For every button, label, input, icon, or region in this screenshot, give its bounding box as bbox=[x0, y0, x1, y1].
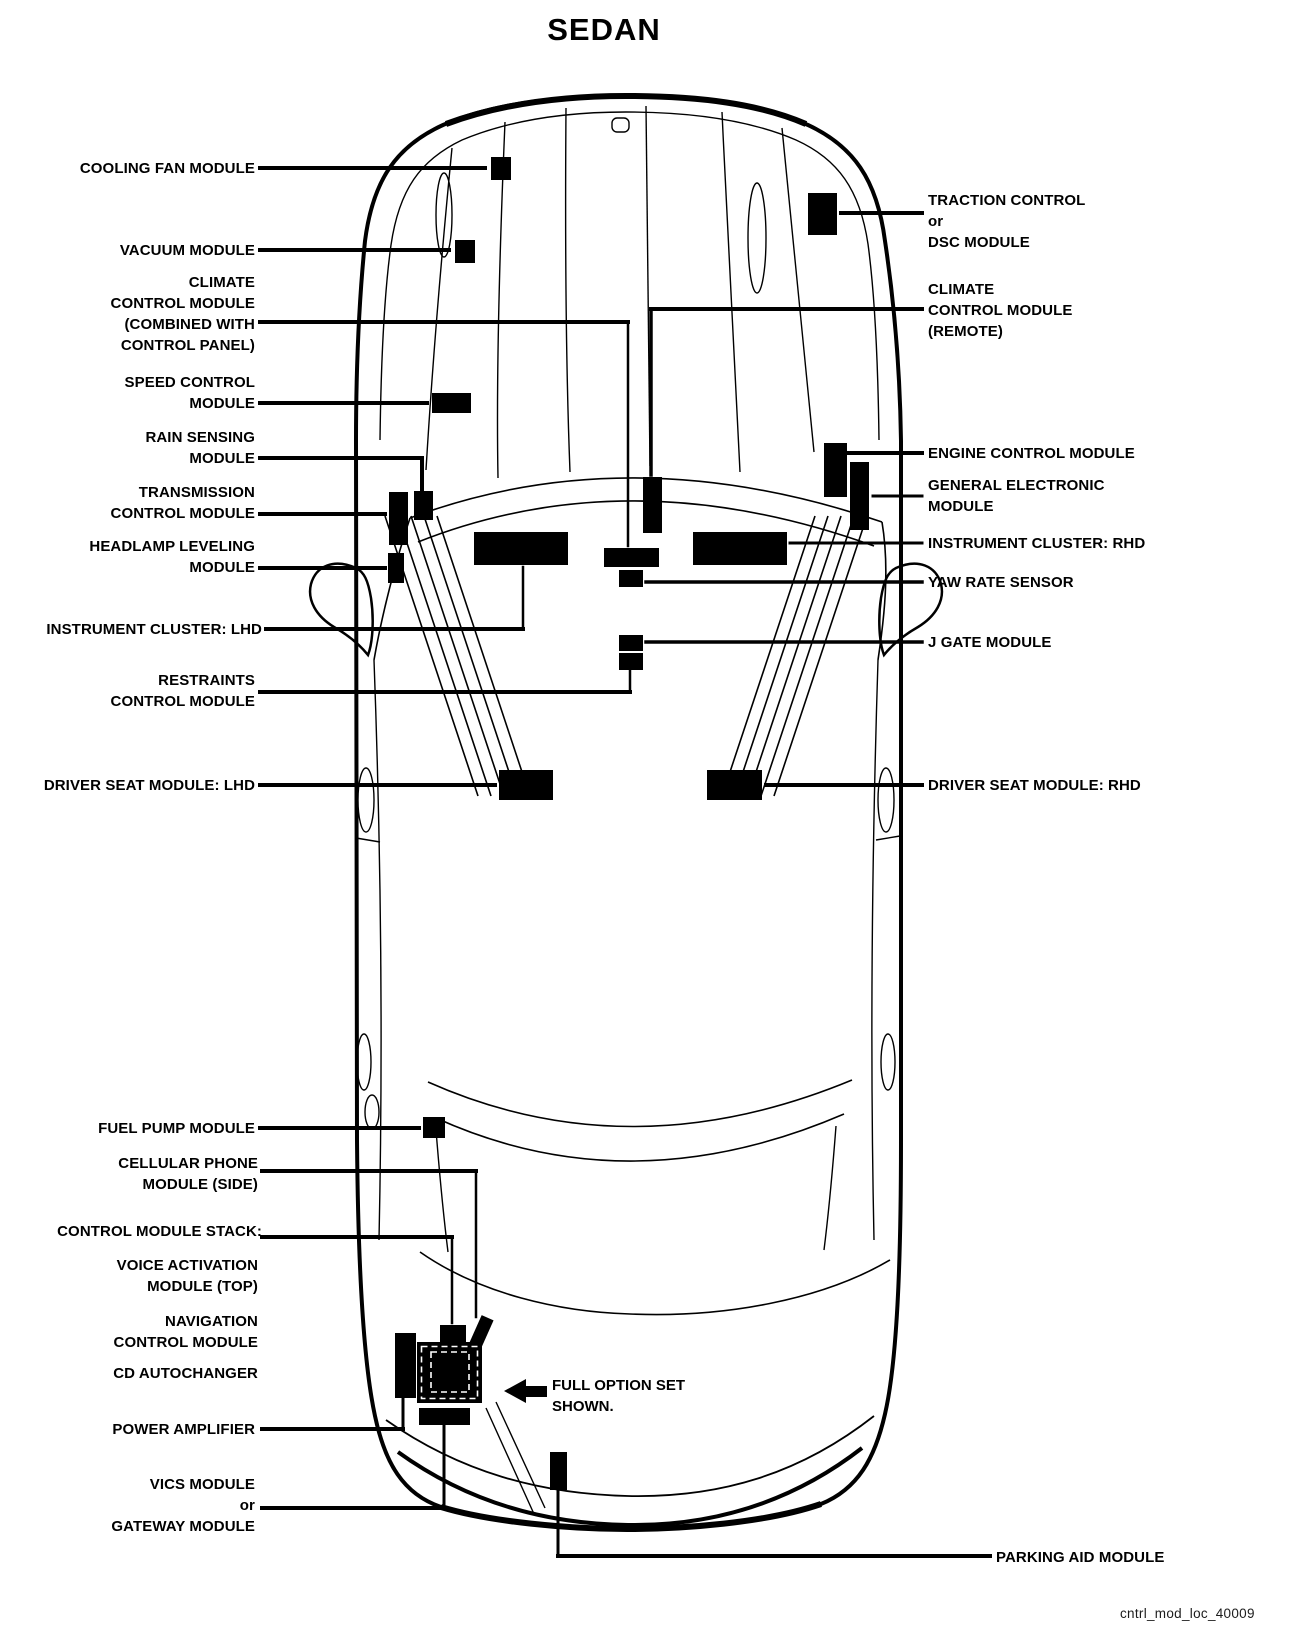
label-line: DRIVER SEAT MODULE: LHD bbox=[43, 777, 255, 794]
marker-rain-sensing bbox=[414, 491, 433, 520]
label-line: MODULE bbox=[928, 498, 994, 515]
label-cooling-fan-module bbox=[80, 158, 255, 179]
label-instrument-cluster-rhd bbox=[928, 533, 1145, 554]
label-line: INSTRUMENT CLUSTER: RHD bbox=[928, 535, 1146, 552]
label-line: RAIN SENSING bbox=[145, 429, 255, 446]
marker-vics-gateway bbox=[419, 1408, 470, 1425]
label-line: CONTROL MODULE STACK: bbox=[57, 1223, 262, 1240]
label-line: FUEL PUMP MODULE bbox=[98, 1120, 255, 1137]
label-line: GATEWAY MODULE bbox=[111, 1518, 255, 1535]
marker-instrument-cluster-rhd bbox=[693, 532, 787, 565]
label-driver-seat-module-rhd bbox=[928, 775, 1141, 796]
label-headlamp-leveling-module bbox=[89, 536, 255, 578]
label-line: CLIMATE bbox=[188, 274, 255, 291]
label-line: CONTROL MODULE bbox=[110, 505, 255, 522]
cowl-and-windshield-lines bbox=[374, 478, 886, 660]
label-fuel-pump-module bbox=[98, 1118, 255, 1139]
label-line: or bbox=[239, 1497, 255, 1514]
hood-lines bbox=[426, 106, 814, 478]
marker-transmission bbox=[389, 492, 408, 545]
label-cd-autochanger bbox=[113, 1363, 258, 1384]
label-line: MODULE (SIDE) bbox=[142, 1176, 258, 1193]
full-option-arrow-icon bbox=[504, 1379, 547, 1403]
label-line: MODULE bbox=[189, 559, 255, 576]
label-line: CLIMATE bbox=[928, 281, 995, 298]
label-line: VACUUM MODULE bbox=[119, 242, 255, 259]
label-line: CELLULAR PHONE bbox=[118, 1155, 258, 1172]
marker-climate-remote bbox=[643, 477, 662, 533]
label-line: MODULE bbox=[189, 395, 255, 412]
marker-cellular-phone bbox=[465, 1315, 493, 1357]
label-vics-gateway-module bbox=[111, 1474, 255, 1537]
label-cellular-phone-module bbox=[118, 1153, 258, 1195]
label-voice-activation-module bbox=[117, 1255, 258, 1297]
label-rain-sensing-module bbox=[145, 427, 255, 469]
label-line: RESTRAINTS bbox=[158, 672, 255, 689]
full-option-note-line2: SHOWN. bbox=[552, 1398, 614, 1415]
label-line: ENGINE CONTROL MODULE bbox=[928, 445, 1135, 462]
label-speed-control-module bbox=[125, 372, 255, 414]
label-line: MODULE (TOP) bbox=[147, 1278, 258, 1295]
marker-engine-control bbox=[824, 443, 847, 497]
label-j-gate-module bbox=[928, 632, 1052, 653]
label-line: NAVIGATION bbox=[165, 1313, 258, 1330]
label-engine-control-module bbox=[928, 443, 1135, 464]
label-traction-control-dsc bbox=[928, 190, 1085, 253]
marker-power-amplifier bbox=[395, 1333, 416, 1398]
label-line: or bbox=[928, 213, 944, 230]
label-line: CD AUTOCHANGER bbox=[113, 1365, 258, 1382]
label-line: MODULE bbox=[189, 450, 255, 467]
label-vacuum-module bbox=[120, 240, 255, 261]
label-line: J GATE MODULE bbox=[928, 634, 1052, 651]
label-navigation-control-module bbox=[114, 1311, 258, 1353]
marker-instrument-cluster-lhd bbox=[474, 532, 568, 565]
label-line: VOICE ACTIVATION bbox=[116, 1257, 258, 1274]
leader-lines bbox=[260, 168, 990, 1556]
left-mirror bbox=[310, 564, 373, 655]
label-line: CONTROL MODULE bbox=[113, 1334, 258, 1351]
label-line: HEADLAMP LEVELING bbox=[89, 538, 255, 555]
marker-j-gate-a bbox=[619, 635, 643, 651]
label-power-amplifier bbox=[112, 1419, 255, 1440]
label-climate-control-remote bbox=[928, 279, 1072, 342]
marker-fuel-pump bbox=[423, 1117, 445, 1138]
label-line: CONTROL MODULE bbox=[110, 295, 255, 312]
full-option-note bbox=[552, 1375, 685, 1417]
page-title: SEDAN bbox=[547, 12, 661, 47]
marker-general-electronic bbox=[850, 462, 869, 530]
label-line: CONTROL MODULE bbox=[110, 693, 255, 710]
label-line: (COMBINED WITH bbox=[124, 316, 255, 333]
label-line: DSC MODULE bbox=[928, 234, 1030, 251]
marker-speed-control bbox=[432, 393, 471, 413]
label-line: PARKING AID MODULE bbox=[996, 1549, 1165, 1566]
marker-j-gate-b bbox=[619, 653, 643, 670]
marker-driver-seat-lhd bbox=[499, 770, 553, 800]
label-control-module-stack bbox=[57, 1221, 262, 1242]
label-line: TRACTION CONTROL bbox=[928, 192, 1086, 209]
label-driver-seat-module-lhd bbox=[44, 775, 255, 796]
leader-rain-sensing bbox=[260, 458, 422, 489]
label-line: VICS MODULE bbox=[149, 1476, 255, 1493]
label-line: YAW RATE SENSOR bbox=[928, 574, 1074, 591]
marker-climate-combined bbox=[604, 548, 659, 567]
label-climate-control-combined bbox=[111, 272, 255, 356]
marker-headlamp-leveling bbox=[388, 553, 404, 583]
label-line: (REMOTE) bbox=[928, 323, 1003, 340]
marker-traction-dsc bbox=[808, 193, 837, 235]
label-parking-aid-module bbox=[996, 1547, 1164, 1568]
figure-code: cntrl_mod_loc_40009 bbox=[1120, 1606, 1255, 1621]
label-line: GENERAL ELECTRONIC bbox=[928, 477, 1105, 494]
marker-vacuum bbox=[455, 240, 475, 263]
label-line: POWER AMPLIFIER bbox=[112, 1421, 255, 1438]
label-line: CONTROL MODULE bbox=[928, 302, 1073, 319]
label-line: COOLING FAN MODULE bbox=[79, 160, 255, 177]
label-line: CONTROL PANEL) bbox=[120, 337, 255, 354]
label-line: DRIVER SEAT MODULE: RHD bbox=[928, 777, 1141, 794]
full-option-note-line1: FULL OPTION SET bbox=[552, 1377, 686, 1394]
rear-body-lines bbox=[386, 1080, 890, 1525]
label-instrument-cluster-lhd bbox=[46, 619, 262, 640]
label-yaw-rate-sensor bbox=[928, 572, 1074, 593]
marker-cooling-fan bbox=[491, 157, 511, 180]
marker-parking-aid bbox=[550, 1452, 567, 1490]
label-restraints-control-module bbox=[111, 670, 255, 712]
label-general-electronic-module bbox=[928, 475, 1105, 517]
label-line: TRANSMISSION bbox=[138, 484, 255, 501]
marker-yaw-rate bbox=[619, 570, 643, 587]
marker-driver-seat-rhd bbox=[707, 770, 762, 800]
label-line: SPEED CONTROL bbox=[124, 374, 255, 391]
label-line: INSTRUMENT CLUSTER: LHD bbox=[46, 621, 262, 638]
label-transmission-control-module bbox=[111, 482, 255, 524]
